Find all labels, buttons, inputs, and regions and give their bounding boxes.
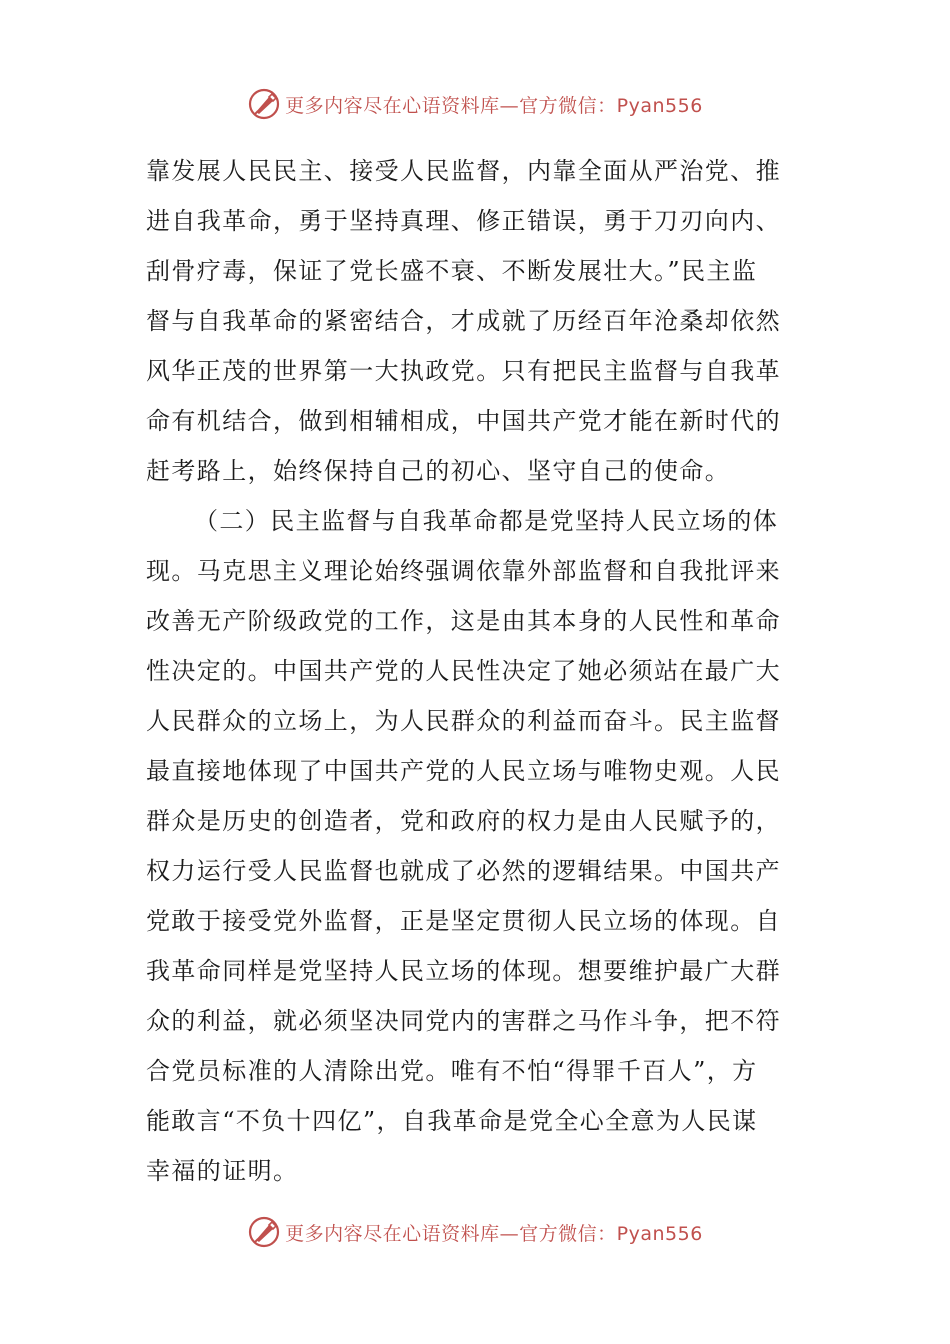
text-line: 人民群众的立场上，为人民群众的利益而奋斗。民主监督	[146, 707, 781, 735]
text-line: 众的利益，就必须坚决同党内的害群之马作斗争，把不符	[146, 1007, 781, 1035]
text-line: 合党员标准的人清除出党。唯有不怕“得罪千百人”，方	[146, 1057, 758, 1085]
header-banner-wechat-id: Pyan556	[616, 94, 703, 117]
header-banner-text	[285, 91, 703, 118]
text-line: 能敢言“不负十四亿”，自我革命是党全心全意为人民谋	[146, 1107, 758, 1135]
text-line: 督与自我革命的紧密结合，才成就了历经百年沧桑却依然	[146, 307, 781, 335]
text-line: 刮骨疗毒，保证了党长盛不衰、不断发展壮大。”民主监	[146, 257, 758, 285]
text-line: 现。马克思主义理论始终强调依靠外部监督和自我批评来	[146, 557, 781, 585]
footer-banner-text	[285, 1219, 703, 1246]
footer-banner-label: 更多内容尽在心语资料库—官方微信：	[285, 1222, 617, 1245]
pen-nib-logo-icon	[247, 1215, 281, 1249]
text-line: 命有机结合，做到相辅相成，中国共产党才能在新时代的	[146, 407, 781, 435]
text-line: 党敢于接受党外监督，正是坚定贯彻人民立场的体现。自	[146, 907, 781, 935]
pen-nib-logo-icon	[247, 87, 281, 121]
section-heading-line: （二）民主监督与自我革命都是党坚持人民立场的体	[194, 507, 779, 535]
text-line: 我革命同样是党坚持人民立场的体现。想要维护最广大群	[146, 957, 781, 985]
text-line: 幸福的证明。	[146, 1157, 299, 1185]
text-line: 靠发展人民民主、接受人民监督，内靠全面从严治党、推	[146, 157, 781, 185]
header-banner-label: 更多内容尽在心语资料库—官方微信：	[285, 94, 617, 117]
text-line: 改善无产阶级政党的工作，这是由其本身的人民性和革命	[146, 607, 781, 635]
text-line: 性决定的。中国共产党的人民性决定了她必须站在最广大	[146, 657, 781, 685]
text-line: 赶考路上，始终保持自己的初心、坚守自己的使命。	[146, 457, 731, 485]
header-banner	[0, 84, 950, 124]
text-line: 风华正茂的世界第一大执政党。只有把民主监督与自我革	[146, 357, 781, 385]
text-line: 群众是历史的创造者，党和政府的权力是由人民赋予的，	[146, 807, 781, 835]
text-line: 进自我革命，勇于坚持真理、修正错误，勇于刀刃向内、	[146, 207, 781, 235]
text-line: 最直接地体现了中国共产党的人民立场与唯物史观。人民	[146, 757, 781, 785]
footer-banner-wechat-id: Pyan556	[616, 1222, 703, 1245]
text-line: 权力运行受人民监督也就成了必然的逻辑结果。中国共产	[146, 857, 781, 885]
footer-banner	[0, 1212, 950, 1252]
document-body	[146, 146, 786, 1196]
